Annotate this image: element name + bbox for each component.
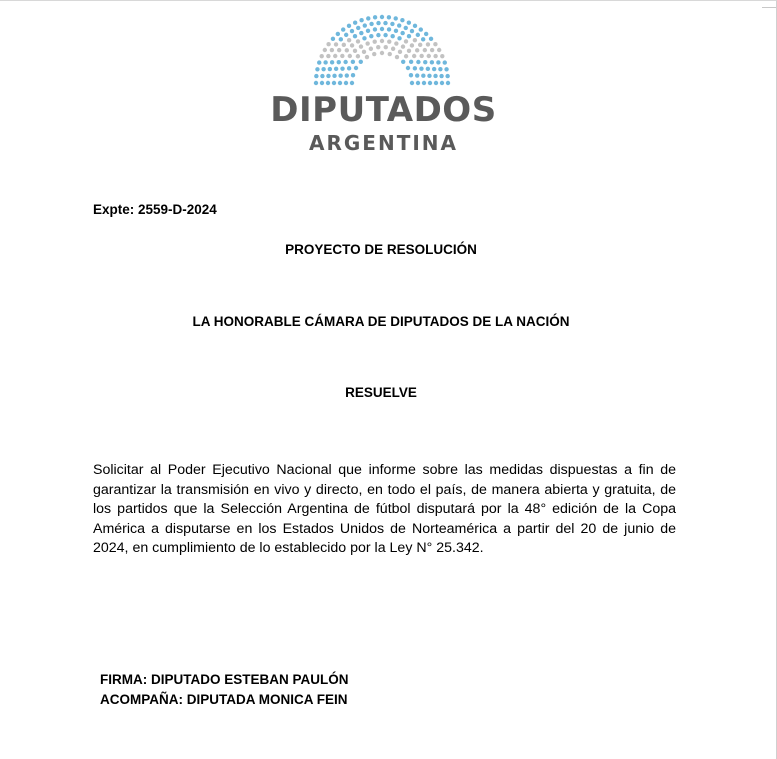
seat-dot [345,73,349,77]
seat-dot [387,27,391,31]
seat-dot [390,34,394,38]
seat-dot [362,50,366,54]
seat-dot [366,16,370,20]
seat-dot [350,81,354,85]
seat-dot [366,29,370,33]
seat-dot [326,74,330,78]
seat-dot [427,54,431,58]
seat-dot [404,54,408,58]
seat-dot [434,81,438,85]
seat-dot [391,47,395,51]
seat-dot [314,74,318,78]
project-type-heading: PROYECTO DE RESOLUCIÓN [285,242,477,257]
seat-dot [351,73,355,77]
seat-dot [433,74,437,78]
seat-dot [320,81,324,85]
seat-dot [416,33,420,37]
seat-dot [353,34,357,38]
seat-dot [321,67,325,71]
seat-dot [413,38,417,42]
seat-dot [353,49,357,53]
seat-dot [388,52,392,56]
seat-dot [419,54,423,58]
seat-dot [365,41,369,45]
seat-dot [337,60,341,64]
seat-dot [380,27,384,31]
seat-dot [423,48,427,52]
seat-dot [339,37,343,41]
seat-dot [440,54,444,58]
seat-dot [406,66,410,70]
seat-dot [400,18,404,22]
seat-dot [416,81,420,85]
seat-dot [373,15,377,19]
seat-dot [409,73,413,77]
seat-dot [332,81,336,85]
seat-dot [433,42,437,46]
seat-dot [390,22,394,26]
seat-dot [315,67,319,71]
seat-dot [445,74,449,78]
expediente-number: Expte: 2559-D-2024 [93,202,217,217]
resolve-heading: RESUELVE [345,385,417,400]
seat-dot [359,31,363,35]
seat-dot [429,37,433,41]
seat-dot [440,81,444,85]
seat-dot [354,66,358,70]
seat-dot [427,74,431,78]
accompanied-by-line: ACOMPAÑA: DIPUTADA MONICA FEIN [100,691,348,707]
seat-dot [356,39,360,43]
seat-dot [410,81,414,85]
seat-dot [387,39,391,43]
seat-dot [438,67,442,71]
logo-text-argentina: ARGENTINA [309,131,458,155]
seat-dot [404,26,408,30]
seat-dot [351,60,355,64]
seat-dot [394,29,398,33]
seat-dot [400,31,404,35]
seat-dot [331,37,335,41]
seat-dot [395,55,399,59]
seat-dot [413,66,417,70]
seat-dot [359,44,363,48]
seat-dot [350,43,354,47]
seat-dot [323,60,327,64]
seat-dot [337,48,341,52]
seat-dot [356,54,360,58]
seat-dot [347,38,351,42]
seat-dot [326,81,330,85]
seat-dot [356,26,360,30]
seat-dot [345,48,349,52]
seat-dot [444,67,448,71]
seat-dot [424,32,428,36]
seat-dot [419,66,423,70]
seat-dot [418,43,422,47]
seat-dot [369,22,373,26]
seat-dot [347,24,351,28]
seat-dot [376,45,380,49]
seat-dot [433,54,437,58]
seat-dot [334,67,338,71]
seat-dot [340,54,344,58]
seat-dot [320,74,324,78]
seat-dot [344,81,348,85]
seat-dot [383,21,387,25]
seat-dot [421,37,425,41]
seat-dot [446,81,450,85]
seat-dot [404,39,408,43]
diputados-logo [0,11,777,156]
seat-dot [412,54,416,58]
seat-dot [328,67,332,71]
seat-dot [323,48,327,52]
seat-dot [373,39,377,43]
seat-dot [342,43,346,47]
page-edge-line [762,7,776,8]
seat-dot [415,73,419,77]
seat-dot [384,45,388,49]
seat-dot [401,60,405,64]
seat-dot [341,27,345,31]
chamber-heading: LA HONORABLE CÁMARA DE DIPUTADOS DE LA NACIÓN [192,314,570,329]
seat-dot [376,33,380,37]
seat-dot [407,34,411,38]
seat-dot [421,74,425,78]
seat-dot [369,47,373,51]
seat-dot [419,27,423,31]
seat-dot [340,66,344,70]
seat-dot [415,48,419,52]
seat-dot [348,54,352,58]
seat-dot [380,15,384,19]
seat-dot [437,48,441,52]
seat-dot [330,60,334,64]
seat-dot [369,34,373,38]
seat-dot [350,29,354,33]
seat-dot [387,15,391,19]
seat-dot [443,60,447,64]
logo-text-diputados: DIPUTADOS [270,90,497,130]
seat-dot [413,24,417,28]
seat-dot [353,21,357,25]
seat-dot [333,54,337,58]
seat-dot [397,23,401,27]
seat-dot [401,44,405,48]
seat-dot [365,55,369,59]
seat-dot [439,74,443,78]
seat-dot [338,74,342,78]
seat-dot [336,32,340,36]
seat-dot [320,54,324,58]
seat-dot [416,60,420,64]
seat-dot [383,33,387,37]
seat-dot [409,60,413,64]
seat-dot [326,54,330,58]
seat-dot [423,60,427,64]
seat-dot [398,50,402,54]
signature-line: FIRMA: DIPUTADO ESTEBAN PAULÓN [100,672,349,687]
seat-dot [426,67,430,71]
seat-dot [343,60,347,64]
seat-dot [344,33,348,37]
seat-dot [407,49,411,53]
signature-block [100,670,349,709]
seat-dot [410,43,414,47]
seat-dot [332,74,336,78]
seat-dot [359,18,363,22]
seat-dot [430,48,434,52]
seat-dot [380,39,384,43]
seat-dot [428,81,432,85]
seat-dot [422,81,426,85]
seat-dot [372,52,376,56]
seat-dot [338,81,342,85]
seat-dot [330,48,334,52]
seat-dot [376,21,380,25]
seat-dot [314,81,318,85]
seat-dot [430,60,434,64]
chamber-seats-icon [307,11,457,86]
seat-dot [394,41,398,45]
resolution-body: Solicitar al Poder Ejecutivo Nacional que informe sobre las medidas dispuestas a fin de garantizar la transmisión en vivo y directo, en todo el país, de manera abierta y gratuita, de los partidos que la Selección Argentina de fútbol disputará por la 48° edición de la Copa América a disputarse en los Estados Unidos de Norteamérica a partir del 20 de junio de 2024, en cumplimiento de lo establecido por la Ley N° 25.342. [93,462,676,557]
seat-dot [397,36,401,40]
seat-dot [334,42,338,46]
seat-dot [363,23,367,27]
seat-dot [394,16,398,20]
seat-dot [410,29,414,33]
seat-dot [347,66,351,70]
seat-dot [426,42,430,46]
seat-dot [317,60,321,64]
seat-dot [362,36,366,40]
seat-dot [436,60,440,64]
seat-dot [380,51,384,55]
seat-dot [373,27,377,31]
seat-dot [407,21,411,25]
seat-dot [432,67,436,71]
seat-dot [359,60,363,64]
seat-dot [326,42,330,46]
